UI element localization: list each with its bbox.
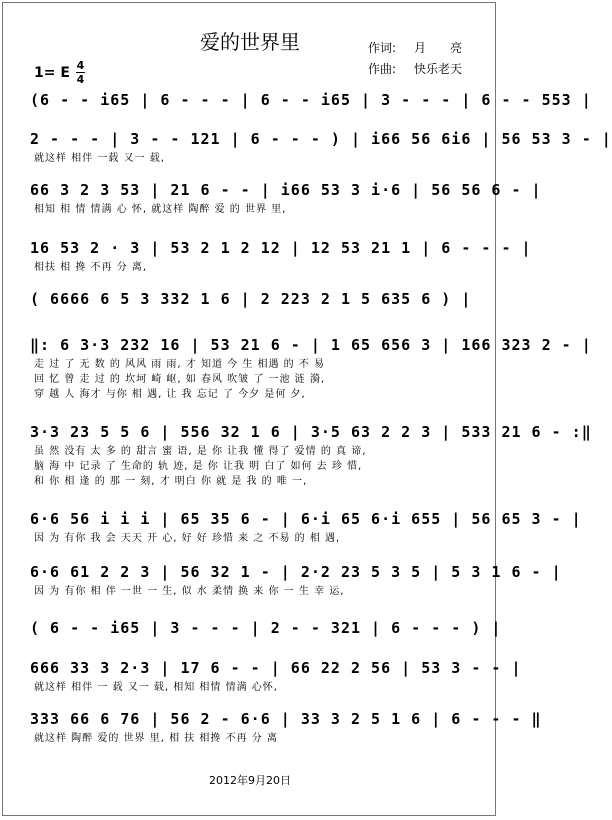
score-system [30,420,592,489]
score-system [30,287,472,311]
lyric-line: 脑 海 中 记录 了 生命的 轨 迹, 是 你 让我 明 白了 如何 去 珍 惜, [34,461,363,472]
score-system [30,707,542,746]
score-system [30,656,522,695]
score-system [30,560,562,599]
lyric-line: 回 忆 曾 走 过 的 坎坷 崎 岖, 如 春风 吹皱 了 一池 涟 漪, [34,374,326,385]
notation-line: ( 6 - - i65 | 3 - - - | 2 - - 321 | 6 - - - ) | [30,619,502,637]
composer-row [368,59,462,80]
time-top: 4 [76,59,85,72]
score-system [30,178,542,217]
score-system [30,333,592,402]
lyric-line: 穿 越 人 海才 与你 相 遇, 让 我 忘记 了 今夕 是何 夕, [34,389,306,400]
date: 2012年9月20日 [209,774,291,787]
notation-line: 666 33 3 2·3 | 17 6 - - | 66 22 2 56 | 53 3 - - | [30,659,522,677]
song-title: 爱的世界里 [200,30,300,54]
credits [368,38,462,80]
notation-line: 3·3 23 5 5 6 | 556 32 1 6 | 3·5 63 2 2 3 | 533 21 6 - :‖ [30,423,592,441]
lyric-line: 虽 然 没有 太 多 的 甜言 蜜 语, 是 你 让我 懂 得了 爱情 的 真 谛, [34,446,367,457]
lyric-line: 就这样 陶醉 爱的 世界 里, 相 扶 相搀 不再 分 离 [34,733,278,744]
notation-line: 16 53 2 · 3 | 53 2 1 2 12 | 12 53 21 1 | 6 - - - | [30,239,532,257]
notation-line: 6·6 56 i i i | 65 35 6 - | 6·i 65 6·i 655 | 56 65 3 - | [30,510,582,528]
composer-label: 作曲: [368,62,397,76]
score-system [30,616,502,640]
lyric-line: 走 过 了 无 数 的 风风 雨 雨, 才 知道 今 生 相遇 的 不 易 [34,359,326,370]
lyricist-row [368,38,462,59]
notation-line: 6·6 61 2 2 3 | 56 32 1 - | 2·2 23 5 3 5 | 5 3 1 6 - | [30,563,562,581]
notation-line: ‖: 6 3·3 232 16 | 53 21 6 - | 1 65 656 3 | 166 323 2 - | [30,336,592,354]
lyric-line: 因 为 有你 相 伴 一世 一 生, 似 水 柔情 换 来 你 一 生 幸 运, [34,586,345,597]
lyric-line: 就这样 相伴 一 载 又一 载, 相知 相情 情满 心怀, [34,682,278,693]
score-system [30,88,592,112]
key-signature [34,60,85,85]
notation-line: ( 6666 6 5 3 332 1 6 | 2 223 2 1 5 635 6 ) | [30,290,472,308]
score-system [30,127,612,166]
composer-name: 快乐老天 [414,62,463,76]
lyric-line: 和 你 相 逢 的 那 一 刻, 才 明白 你 就 是 我 的 唯 一, [34,476,308,487]
lyric-line: 因 为 有你 我 会 天天 开 心, 好 好 珍惜 来 之 不易 的 相 遇, [34,533,341,544]
lyric-line: 相知 相 情 情满 心 怀, 就这样 陶醉 爱 的 世界 里, [34,204,287,215]
notation-line: 2 - - - | 3 - - 121 | 6 - - - ) | i66 56 6i6 | 56 53 3 - | [30,130,612,148]
lyric-line: 相扶 相 搀 不再 分 离, [34,262,148,273]
notation-line: 333 66 6 76 | 56 2 - 6·6 | 33 3 2 5 1 6 | 6 - - - ‖ [30,710,542,728]
key-label: 1= E [34,64,70,81]
notation-line: (6 - - i65 | 6 - - - | 6 - - i65 | 3 - - - | 6 - - 553 | [30,91,592,109]
notation-line: 66 3 2 3 53 | 21 6 - - | i66 53 3 i·6 | 56 56 6 - | [30,181,542,199]
score-system [30,236,532,275]
lyric-line: 就这样 相伴 一载 又一 载, [34,153,165,164]
lyricist-label: 作词: [368,41,397,55]
time-signature [76,60,85,85]
score-system [30,507,582,546]
lyricist-name: 月 亮 [414,41,463,55]
time-bottom: 4 [76,73,85,86]
